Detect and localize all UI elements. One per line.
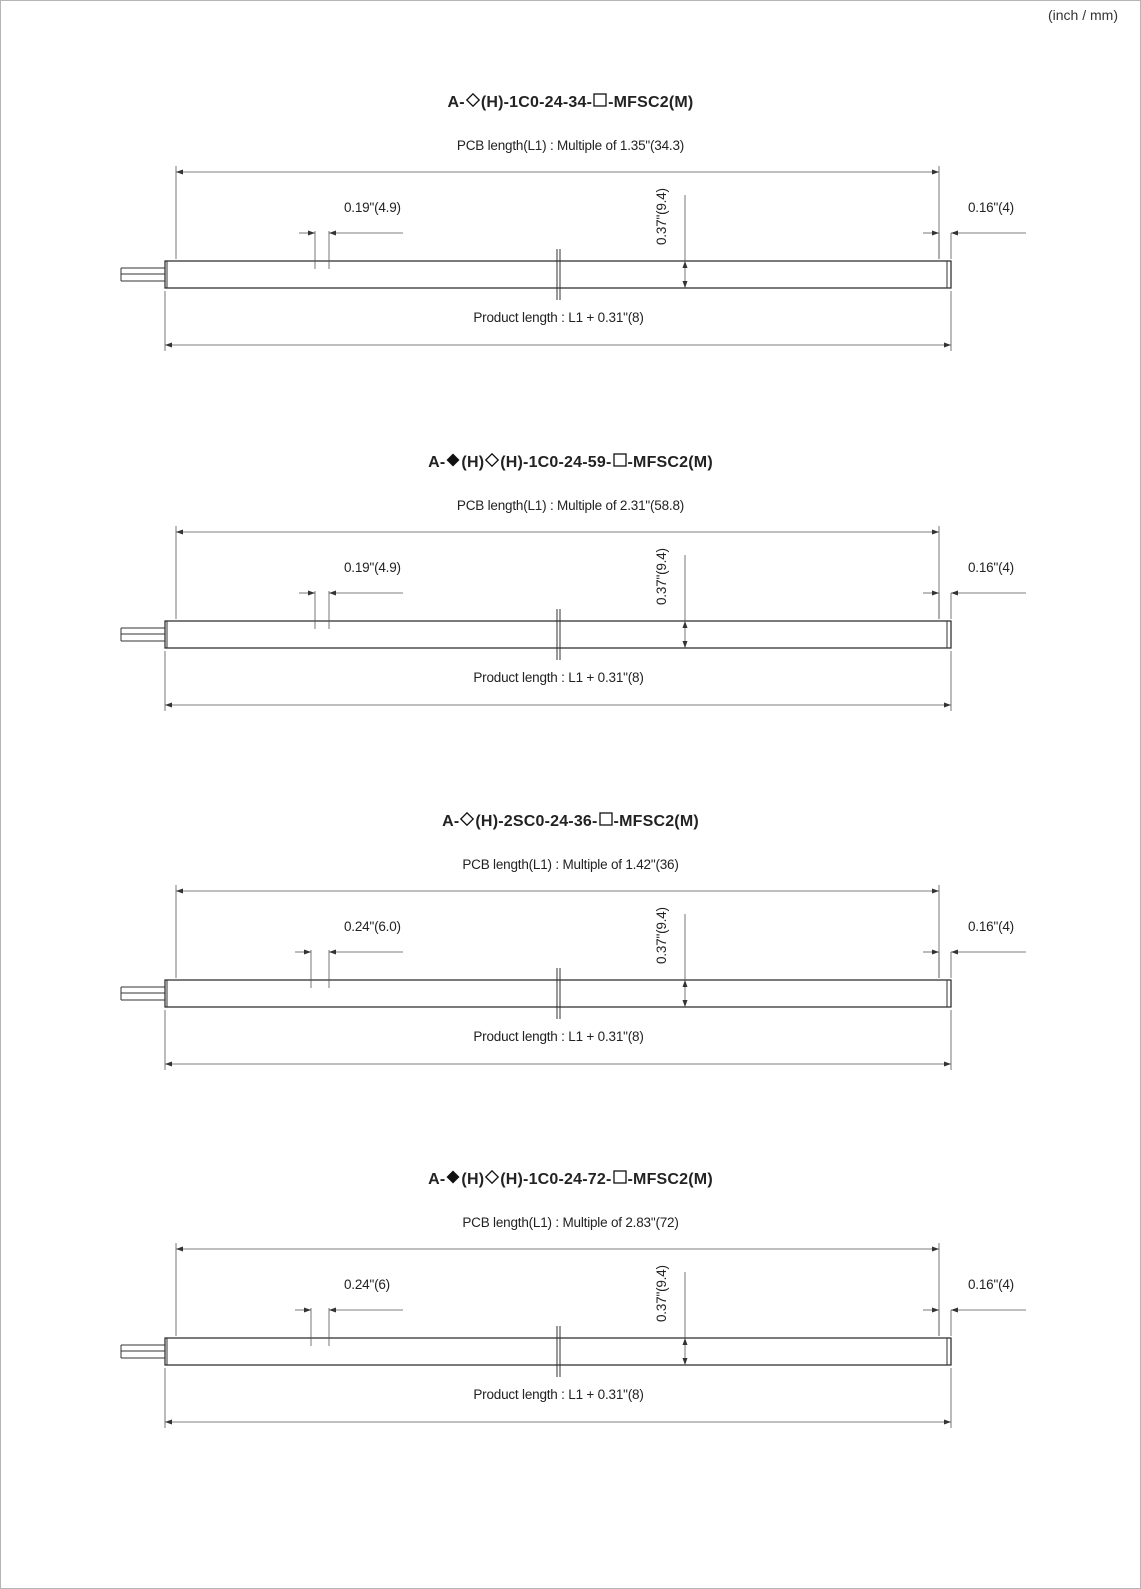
product-arrow-right (944, 1062, 951, 1067)
pcb-arrow-right (932, 170, 939, 175)
led-strip-body (165, 621, 951, 648)
title-suffix: -MFSC2(M) (613, 813, 699, 830)
drawing-2 (1, 361, 1140, 721)
title-model: (H)-1C0-24-72- (500, 1171, 612, 1188)
pcb-length-label: PCB length(L1) : Multiple of 2.83"(72) (462, 1215, 679, 1230)
end-dimension-label: 0.16"(4) (968, 1277, 1014, 1292)
product-arrow-left (165, 1062, 172, 1067)
product-arrow-left (165, 343, 172, 348)
height-dimension-label: 0.37"(9.4) (654, 548, 669, 605)
title-prefix: A- (428, 454, 446, 471)
product-arrow-left (165, 1420, 172, 1425)
gap-arrow-right (329, 231, 336, 236)
pcb-arrow-left (176, 530, 183, 535)
end-arrow-left (932, 1308, 939, 1313)
pcb-arrow-left (176, 889, 183, 894)
gap-dimension-label: 0.19"(4.9) (344, 560, 401, 575)
end-arrow-right (951, 231, 958, 236)
pcb-length-label: PCB length(L1) : Multiple of 1.42"(36) (462, 857, 679, 872)
end-arrow-right (951, 591, 958, 596)
pcb-length-label: PCB length(L1) : Multiple of 1.35"(34.3) (456, 138, 685, 153)
gap-arrow-left (308, 591, 315, 596)
height-dimension-label: 0.37"(9.4) (654, 188, 669, 245)
title-model: (H)-1C0-24-34- (480, 94, 593, 111)
pcb-arrow-right (932, 530, 939, 535)
title-h-marker: (H) (461, 454, 485, 471)
pcb-arrow-right (932, 889, 939, 894)
end-arrow-left (932, 231, 939, 236)
end-arrow-left (932, 591, 939, 596)
product-arrow-right (944, 343, 951, 348)
title-prefix: A- (442, 813, 460, 830)
end-dimension-label: 0.16"(4) (968, 560, 1014, 575)
title-model: (H)-1C0-24-59- (500, 454, 612, 471)
title-suffix: -MFSC2(M) (627, 1171, 713, 1188)
product-length-label: Product length : L1 + 0.31"(8) (473, 1387, 644, 1402)
strip-drawing (1, 720, 1140, 1080)
drawing-1 (1, 1, 1140, 361)
end-dimension-label: 0.16"(4) (968, 200, 1014, 215)
gap-dimension-label: 0.24"(6.0) (344, 919, 401, 934)
end-arrow-left (932, 950, 939, 955)
pcb-arrow-left (176, 170, 183, 175)
gap-arrow-left (304, 950, 311, 955)
product-arrow-right (944, 1420, 951, 1425)
gap-arrow-right (329, 591, 336, 596)
product-length-label: Product length : L1 + 0.31"(8) (473, 670, 644, 685)
strip-drawing (1, 1, 1140, 361)
gap-dimension-label: 0.24"(6) (344, 1277, 390, 1292)
pcb-length-label: PCB length(L1) : Multiple of 2.31"(58.8) (456, 498, 685, 513)
gap-arrow-left (304, 1308, 311, 1313)
product-arrow-left (165, 703, 172, 708)
pcb-arrow-left (176, 1247, 183, 1252)
end-arrow-right (951, 1308, 958, 1313)
product-length-label: Product length : L1 + 0.31"(8) (473, 1029, 644, 1044)
drawing-3 (1, 720, 1140, 1080)
led-strip-body (165, 1338, 951, 1365)
led-strip-body (165, 261, 951, 288)
product-arrow-right (944, 703, 951, 708)
drawing-4 (1, 1078, 1140, 1438)
unit-label: (inch / mm) (1048, 7, 1118, 23)
gap-arrow-right (329, 950, 336, 955)
end-dimension-label: 0.16"(4) (968, 919, 1014, 934)
strip-drawing (1, 361, 1140, 721)
gap-arrow-right (329, 1308, 336, 1313)
led-strip-body (165, 980, 951, 1007)
gap-dimension-label: 0.19"(4.9) (344, 200, 401, 215)
product-length-label: Product length : L1 + 0.31"(8) (473, 310, 644, 325)
height-dimension-label: 0.37"(9.4) (654, 1265, 669, 1322)
title-suffix: -MFSC2(M) (608, 94, 694, 111)
title-h-marker: (H) (461, 1171, 485, 1188)
pcb-arrow-right (932, 1247, 939, 1252)
title-model: (H)-2SC0-24-36- (475, 813, 598, 830)
strip-drawing (1, 1078, 1140, 1438)
title-prefix: A- (447, 94, 465, 111)
gap-arrow-left (308, 231, 315, 236)
title-suffix: -MFSC2(M) (627, 454, 713, 471)
height-dimension-label: 0.37"(9.4) (654, 907, 669, 964)
end-arrow-right (951, 950, 958, 955)
title-prefix: A- (428, 1171, 446, 1188)
